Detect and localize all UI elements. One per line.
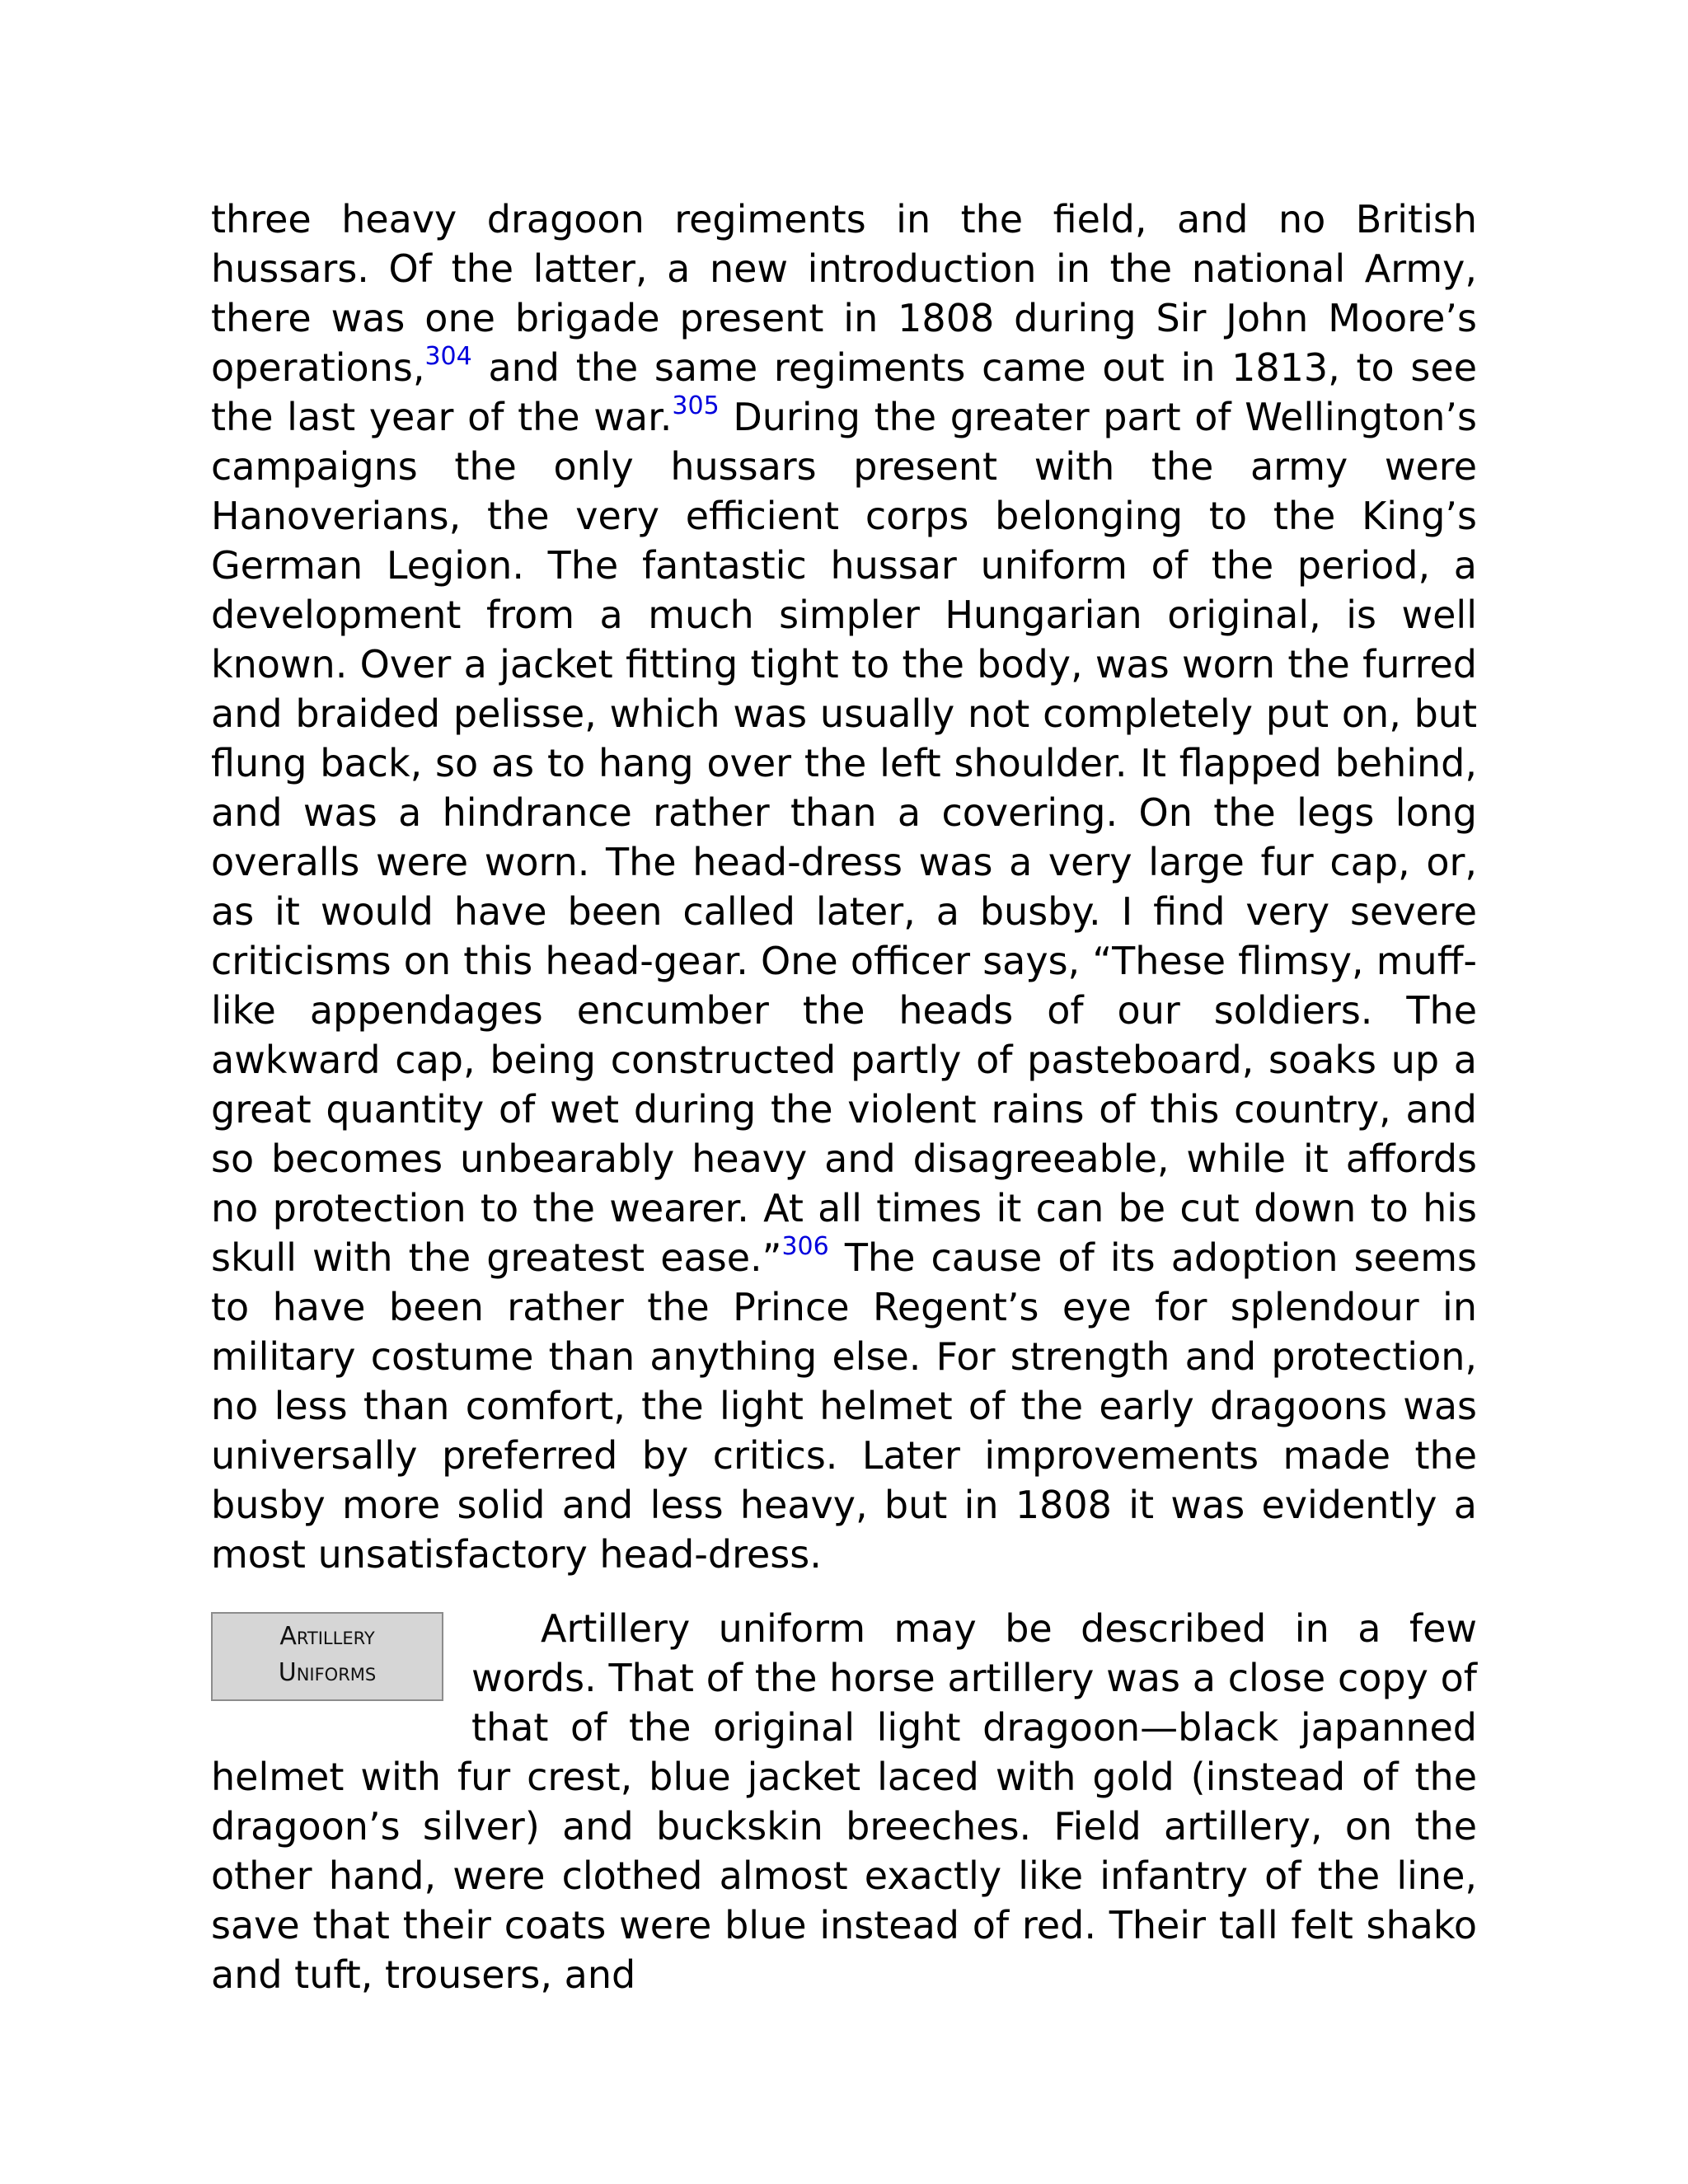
paragraph-hussars xyxy=(211,194,1477,1579)
paragraph-text: The cause of its adoption seems to have been rather the Prince Regent’s eye for splendour in military costume than anything else. For strength and protection, no less than comfort, the light helmet of the early dragoons was universally preferred by critics. Later improvements made the busby more solid and less heavy, but in 1808 it was evidently a most unsatisfactory head-dress. xyxy=(211,1235,1477,1577)
sidenote-line: Artillery xyxy=(279,1622,375,1651)
paragraph-text: three heavy dragoon regiments in the field, and no British hussars. Of the latter, a new introduction in the national Army, there was one brigade present in 1808 during Sir John Moore’s operations, xyxy=(211,197,1477,390)
paragraph-text: During the greater part of Wellington’s campaigns the only hussars present with the army were Hanoverians, the very efficient corps belonging to the King’s German Legion. The fantastic hussar uniform of the period, a development from a much simpler Hungarian original, is well known. Over a jacket fitting tight to the body, was worn the furred and braided pelisse, which was usually not completely put on, but flung back, so as to hang over the left shoulder. It flapped behind, and was a hindrance rather than a covering. On the legs long overalls were worn. The head-dress was a very large fur cap, or, as it would have been called later, a busby. I find very severe criticisms on this head-gear. One officer says, “These flimsy, muff-like appendages encumber the heads of our soldiers. The awkward cap, being constructed partly of pasteboard, soaks up a great quantity of wet during the violent rains of this country, and so becomes unbearably heavy and disagreeable, while it affords no protection to the wearer. At all times it can be cut down to his skull with the greatest ease.” xyxy=(211,395,1477,1280)
footnote-link-304[interactable]: 304 xyxy=(424,342,472,371)
sidenote-line: Uniforms xyxy=(278,1658,377,1687)
paragraph-text: Artillery uniform may be described in a few words. That of the horse artillery was a close copy of that of the original light dragoon—black japanned helmet with fur crest, blue jacket laced with gold (instead of the dragoon’s silver) and buckskin breeches. Field artillery, on the other hand, were clothed almost exactly like infantry of the line, save that their coats were blue instead of red. Their tall felt shako and tuft, trousers, and xyxy=(211,1606,1477,1997)
page-body xyxy=(211,194,1477,1999)
footnote-link-305[interactable]: 305 xyxy=(672,391,720,420)
paragraph-text: and the same regiments came out in 1813, to see the last year of the war. xyxy=(211,345,1477,439)
footnote-link-306[interactable]: 306 xyxy=(781,1232,829,1261)
sidenote-artillery-uniforms xyxy=(211,1612,443,1701)
